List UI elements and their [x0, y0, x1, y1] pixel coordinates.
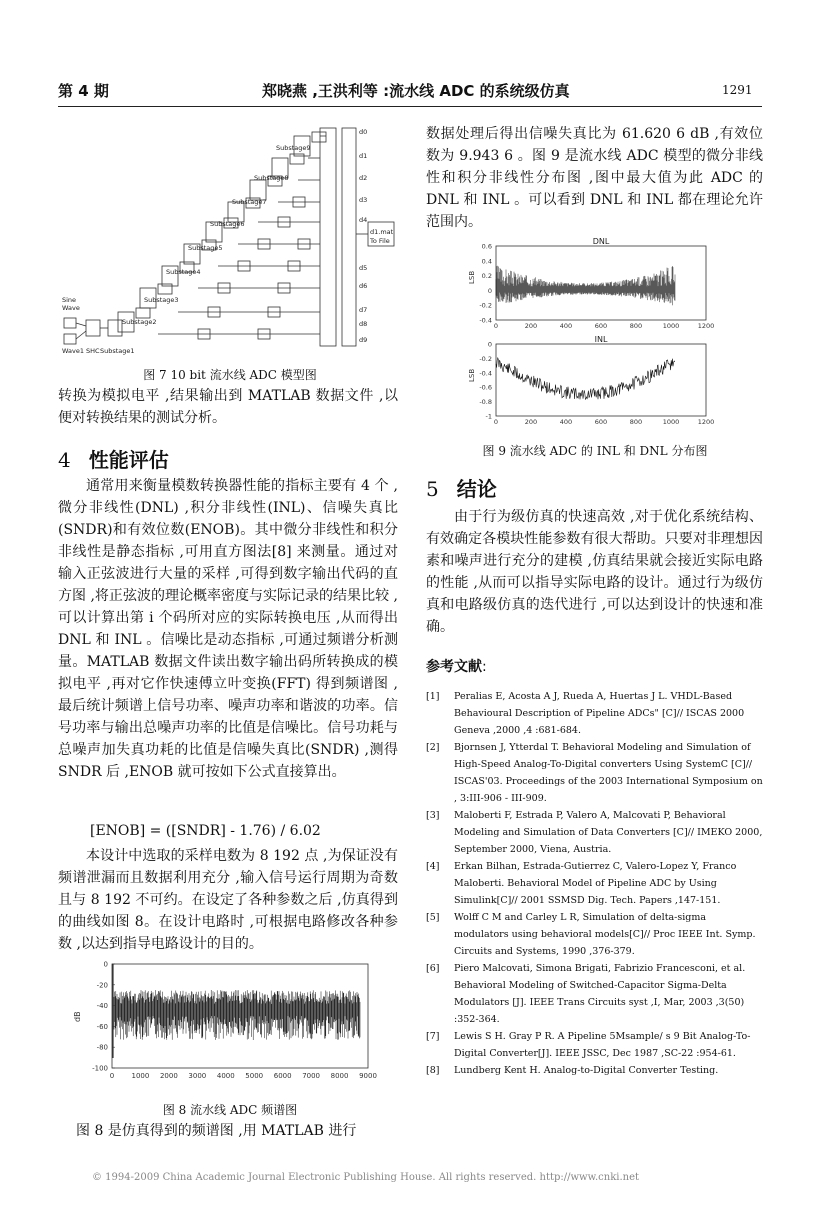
fig7-out-d2: d2 [359, 174, 368, 182]
fig9-inl-xtick: 400 [559, 418, 573, 426]
reference-text: Erkan Bilhan, Estrada-Gutierrez C, Valero-Lopez Y, Franco Maloberti. Behavioral Model of Pipeline ADC by Using Simulink[C]// 2001 SSMSD Dig. Tech. Papers ,147-151. [454, 861, 737, 906]
reference-text: Piero Malcovati, Simona Brigati, Fabrizio Francesconi, et al. Behavioral Modeling of Switched-Capacitor Sigma-Delta Modulators [J]. IEEE Trans Circuits syst ,I, Mar, 2003 ,3(50) :352-364. [454, 963, 746, 1025]
reference-item [426, 1028, 763, 1062]
fig9-inl-title: INL [594, 335, 608, 344]
fig9-dnl-ylabel: LSB [468, 270, 476, 284]
paragraph: 通常用来衡量模数转换器性能的指标主要有 4 个 ,微分非线性(DNL) ,积分非线性(INL)、信噪失真比(SNDR)和有效位数(ENOB)。其中微分非线性和积分非线性是静态指标 ,可用直方图法[8] 来测量。通过对输入正弦波进行大量的采样 ,可得到数字输出代码的直方图 ,将正弦波的理论概率密度与实际记录的结果比较 ,可以计算出第 i 个码所对应的实际转换电压 ,从而得出 DNL 和 INL 。信噪比是动态指标 ,可通过频谱分析测量。MATLAB 数据文件读出数字输出码所转换成的模拟电平 ,再对它作快速傅立叶变换(FFT) 得到频谱图 ,最后统计频谱上信号功率、噪声功率和谐波的功率。信号功率与输出总噪声功率的比值是信噪比。信号功耗与总噪声加失真功耗的比值是信噪失真比(SNDR) ,测得 SNDR 后 ,ENOB 就可按如下公式直接算出。 [58, 478, 398, 780]
fig8-xtick: 0 [109, 1072, 115, 1080]
fig8-xtick: 7000 [302, 1072, 321, 1080]
reference-text: Wolff C M and Carley L R, Simulation of delta-sigma modulators using behavioral models[C]// Proc IEEE Int. Symp. Circuits and Systems, 1990 ,376-379. [454, 912, 756, 957]
fig9-inl-ytick: 0 [487, 340, 492, 349]
fig8-xtick: 6000 [273, 1072, 292, 1080]
reference-item [426, 739, 763, 807]
left-text-2: 图 8 是仿真得到的频谱图 ,用 MATLAB 进行 [76, 1123, 357, 1139]
reference-number: [7] [426, 1031, 440, 1042]
enob-formula: [ENOB] = ([SNDR] - 1.76) / 6.02 [90, 823, 321, 839]
fig8-xtick: 8000 [330, 1072, 349, 1080]
fig7-out-d6: d6 [359, 282, 368, 290]
fig9-dnl-xtick: 400 [559, 322, 573, 330]
reference-item [426, 909, 763, 960]
fig7-diagram [58, 122, 398, 362]
copyright-footer: © 1994-2009 China Academic Journal Electronic Publishing House. All rights reserved. http://www.cnki.net [92, 1172, 640, 1183]
fig9-inl-curve [496, 358, 675, 400]
reference-number: [2] [426, 742, 440, 753]
fig7-substage7-label: Substage7 [232, 198, 267, 206]
running-title: 郑晓燕 ,王洪利等 :流水线 ADC 的系统级仿真 [262, 82, 570, 100]
reference-item [426, 688, 763, 739]
fig9-chart [426, 236, 726, 426]
fig9-dnl-title: DNL [592, 237, 610, 246]
fig7-out-d5: d5 [359, 264, 368, 272]
fig9-inl-xtick: 1000 [662, 418, 680, 426]
section-5-title: 结论 [456, 477, 497, 501]
fig9-inl-ytick: -0.4 [479, 369, 492, 378]
fig7-substage8-label: Substage8 [254, 174, 289, 182]
reference-item [426, 807, 763, 858]
section-5-body [426, 506, 763, 638]
fig8-xtick: 9000 [359, 1072, 377, 1080]
fig9-dnl-xtick: 800 [629, 322, 643, 330]
fig7-wave-label: Wave [62, 304, 80, 312]
fig7-substage6-label: Substage6 [210, 220, 245, 228]
fig9-dnl-xtick: 1200 [697, 322, 715, 330]
reference-text: Lewis S H. Gray P R. A Pipeline 5Msample/ s 9 Bit Analog-To-Digital Converter[J]. IEEE JSSC, Dec 1987 ,SC-22 :954-61. [454, 1031, 751, 1059]
fig9-dnl-curve [496, 266, 675, 306]
fig7-caption: 图 7 10 bit 流水线 ADC 模型图 [143, 368, 317, 382]
journal-issue: 第 4 期 [58, 82, 109, 100]
fig8-ylabel: dB [73, 1011, 82, 1022]
section-4-number: 4 [58, 448, 71, 472]
fig7-substage4-label: Substage4 [166, 268, 201, 276]
fig9-dnl-ytick: 0.6 [481, 242, 492, 251]
reference-text: Bjornsen J, Ytterdal T. Behavioral Modeling and Simulation of High-Speed Analog-To-Digital converters Using SystemC [C]// ISCAS'03. Proceedings of the 2003 International Symposium on , 3:III-906 - III-909. [454, 742, 763, 804]
fig9-dnl-ytick: -0.2 [479, 301, 492, 310]
fig9-dnl-xtick: 200 [524, 322, 538, 330]
fig9-inl-xtick: 800 [629, 418, 643, 426]
header-rule [58, 106, 762, 107]
fig7-sine-label: Sine [62, 296, 77, 304]
fig8-caption: 图 8 流水线 ADC 频谱图 [162, 1103, 298, 1117]
fig7-shc-label: SHC [86, 347, 100, 355]
fig8-ytick: -60 [96, 1022, 108, 1031]
fig7-substage1-label: Substage1 [100, 347, 135, 355]
fig8-ytick: -80 [96, 1043, 108, 1052]
reference-number: [3] [426, 810, 440, 821]
fig7-tofile-name: d1.mat [370, 228, 394, 236]
fig8-ytick: -40 [96, 1002, 108, 1011]
section-4-body-2 [58, 845, 398, 955]
section-5-heading [426, 473, 497, 502]
fig9-inl-xtick: 600 [594, 418, 608, 426]
fig8-xtick: 2000 [159, 1072, 178, 1080]
fig7-out-d4: d4 [359, 216, 368, 224]
fig9-dnl-ytick: 0.4 [481, 257, 492, 266]
references-title: 参考文献 [426, 659, 482, 675]
paragraph: 由于行为级仿真的快速高效 ,对于优化系统结构、有效确定各模块性能参数有很大帮助。只要对非理想因素和噪声进行充分的建模 ,仿真结果就会接近实际电路的性能 ,从而可以指导实际电路的设计。通过行为级仿真和电路级仿真的迭代进行 ,可以达到设计的快速和准确。 [426, 509, 763, 635]
fig7-out-d8: d8 [359, 320, 368, 328]
reference-number: [5] [426, 912, 440, 923]
fig9-inl-xtick: 1200 [697, 418, 715, 426]
section-4-heading [58, 444, 169, 473]
fig9-dnl-xtick: 0 [493, 322, 499, 330]
fig7-out-d1: d1 [359, 152, 368, 160]
fig9-inl-ytick: -1 [485, 412, 492, 421]
fig9-dnl-ytick: 0 [487, 286, 492, 295]
reference-number: [1] [426, 691, 440, 702]
fig9-dnl-ytick: 0.2 [481, 272, 492, 281]
left-text-1 [58, 385, 398, 429]
fig7-out-d3: d3 [359, 196, 368, 204]
fig9-caption: 图 9 流水线 ADC 的 INL 和 DNL 分布图 [482, 444, 708, 458]
section-4-title: 性能评估 [88, 448, 169, 472]
fig9-inl-ytick: -0.6 [479, 383, 492, 392]
fig7-out-d9: d9 [359, 336, 368, 344]
fig9-inl-ytick: -0.8 [479, 398, 492, 407]
fig7-out-d0: d0 [359, 128, 368, 136]
reference-item [426, 1062, 763, 1079]
reference-number: [6] [426, 963, 440, 974]
fig7-substage2-label: Substage2 [122, 318, 157, 326]
page-number: 1291 [722, 83, 753, 97]
fig9-dnl-xtick: 1000 [662, 322, 680, 330]
reference-item [426, 960, 763, 1028]
section-4-body [58, 475, 398, 783]
fig8-spectrum [114, 990, 360, 1040]
reference-text: Peralias E, Acosta A J, Rueda A, Huertas J L. VHDL-Based Behavioural Description of Pipeline ADCs" [C]// ISCAS 2000 Geneva ,2000 ,4 :681-684. [454, 691, 745, 736]
section-5-number: 5 [426, 477, 439, 501]
reference-number: [8] [426, 1065, 440, 1076]
fig8-xtick: 4000 [216, 1072, 235, 1080]
fig9-inl-ytick: -0.2 [479, 354, 492, 363]
paragraph: 转换为模拟电平 ,结果输出到 MATLAB 数据文件 ,以便对转换结果的测试分析。 [58, 388, 398, 426]
fig8-xtick: 3000 [188, 1072, 207, 1080]
paragraph: 本设计中选取的采样电数为 8 192 点 ,为保证没有频谱泄漏而且数据利用充分 ,输入信号运行周期为奇数且与 8 192 不可约。在设定了各种参数之后 ,仿真得到的曲线如图 8。在设计电路时 ,可根据电路修改各种参数 ,以达到指导电路设计的目的。 [58, 848, 398, 952]
references-colon: : [482, 659, 487, 675]
reference-number: [4] [426, 861, 440, 872]
fig9-dnl-xtick: 600 [594, 322, 608, 330]
reference-item [426, 858, 763, 909]
fig9-inl-xtick: 200 [524, 418, 538, 426]
references-list [426, 688, 763, 1079]
fig8-ytick: 0 [103, 960, 108, 969]
fig8-xtick: 1000 [131, 1072, 150, 1080]
reference-text: Lundberg Kent H. Analog-to-Digital Converter Testing. [454, 1065, 719, 1076]
fig8-ytick: -100 [92, 1064, 108, 1073]
fig7-substage9-label: Substage9 [276, 144, 311, 152]
fig7-tofile-label: To File [370, 237, 390, 245]
fig8-ytick: -20 [96, 981, 108, 990]
fig7-wave1-label: Wave1 [62, 347, 84, 355]
reference-text: Maloberti F, Estrada P, Valero A, Malcovati P, Behavioral Modeling and Simulation of Data Converters [C]// IMEKO 2000, September 2000, Viena, Austria. [454, 810, 763, 855]
fig7-substage3-label: Substage3 [144, 296, 179, 304]
references-heading [426, 656, 487, 676]
right-text-1: 数据处理后得出信噪失真比为 61.620 6 dB ,有效位数为 9.943 6 。图 9 是流水线 ADC 模型的微分非线性和积分非线性分布图 ,图中最大值为此 ADC 的 DNL 和 INL 。可以看到 DNL 和 INL 都在理论允许范围内。 [426, 126, 763, 230]
fig7-substage5-label: Substage5 [188, 244, 223, 252]
fig9-dnl-ytick: -0.4 [479, 316, 492, 325]
fig8-xtick: 5000 [245, 1072, 264, 1080]
fig9-inl-ylabel: LSB [468, 368, 476, 382]
fig8-chart [58, 958, 378, 1088]
fig7-out-d7: d7 [359, 306, 368, 314]
fig9-inl-xtick: 0 [493, 418, 499, 426]
